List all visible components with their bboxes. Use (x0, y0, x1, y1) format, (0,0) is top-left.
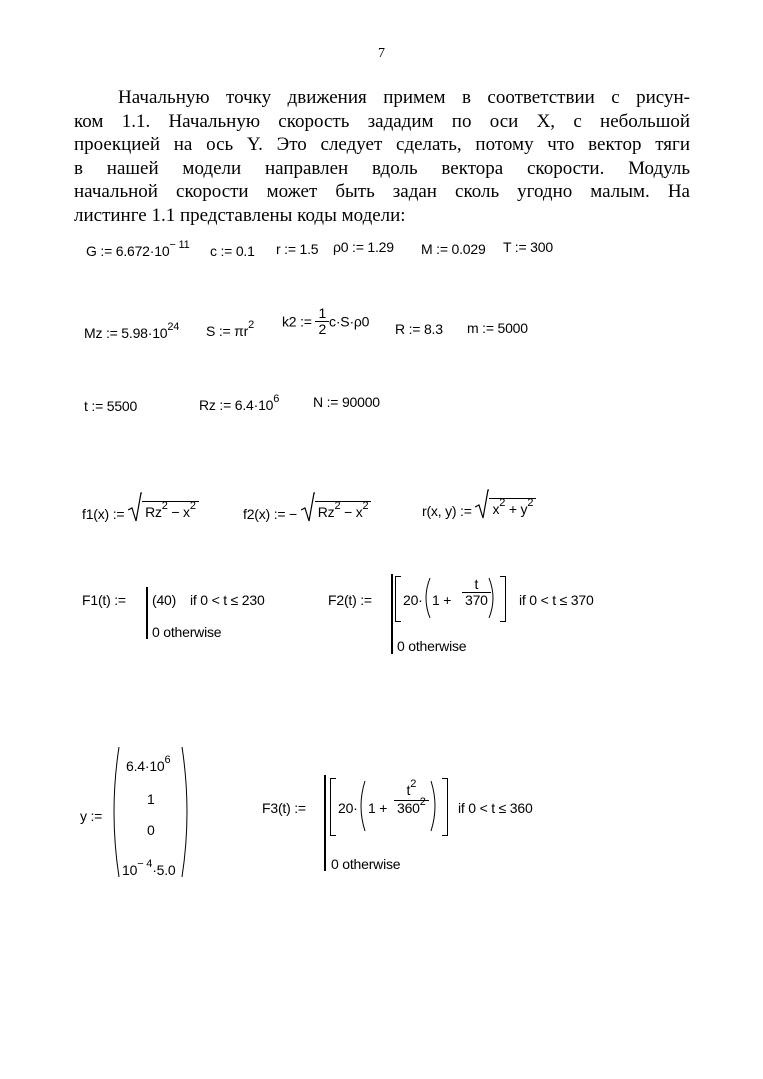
f2-definition (243, 492, 371, 522)
f1-otherwise: 0 otherwise (152, 624, 222, 640)
earth-mass-constant (84, 321, 180, 343)
f3-thrust-lhs: F3(t) := (262, 800, 306, 816)
exponent: 2 (410, 778, 417, 790)
f2-condition: if 0 < t ≤ 370 (519, 592, 594, 608)
gas-constant: R := 8.3 (395, 321, 443, 337)
r-constant: r := 1.5 (276, 241, 319, 257)
f3-coefficient: 20· (338, 800, 358, 816)
area-definition (206, 319, 255, 341)
molar-mass-constant: M := 0.029 (421, 241, 486, 257)
time-constant: t := 5500 (84, 398, 138, 414)
exponent: 2 (334, 500, 341, 512)
k2-definition (282, 306, 369, 337)
f2-fraction (462, 577, 491, 608)
f2-denominator: 370 (465, 592, 488, 608)
paragraph-line: листинге 1.1 представлены коды модели: (74, 204, 406, 226)
f1-thrust-condition: if 0 < t ≤ 230 (190, 592, 265, 608)
piecewise-bar (146, 587, 148, 639)
f1-lhs: f1(x) := (82, 506, 125, 522)
f2-lhs: f2(x) := − (243, 506, 298, 522)
r-function-definition (422, 489, 536, 519)
left-paren-icon (421, 577, 431, 619)
y-element-3: 0 (147, 822, 155, 838)
k2-numerator: 1 (315, 306, 329, 322)
body-paragraph (74, 86, 690, 228)
f2-numerator: t (462, 577, 491, 593)
x-term: − x (167, 504, 190, 520)
rz-term: Rz (317, 504, 335, 520)
f3-fraction (394, 778, 429, 818)
mz-base: Mz := 5.98·10 (84, 325, 168, 341)
y-vector-lhs: y := (80, 808, 103, 824)
right-paren-icon (181, 746, 193, 878)
f1-thrust-lhs: F1(t) := (82, 592, 126, 608)
x-term: x (492, 501, 500, 517)
f2-one-plus: 1 + (432, 592, 452, 608)
f3-t: t (406, 782, 411, 798)
left-paren-icon (108, 746, 120, 878)
f3-one-plus: 1 + (368, 800, 388, 816)
exponent: 2 (499, 497, 506, 509)
g-constant (86, 239, 190, 261)
paragraph-line: проекцией на ось Y. Это следует сделать, потому что вектор тяги (74, 134, 690, 156)
f2-radicand (315, 501, 372, 522)
f3-denominator (394, 796, 429, 818)
f3-360: 360 (397, 800, 420, 816)
s-base: S := πr (206, 323, 249, 339)
exponent: 2 (189, 500, 196, 512)
left-paren-icon (356, 780, 366, 832)
temperature-constant: T := 300 (503, 239, 553, 255)
steps-constant: N := 90000 (313, 394, 380, 410)
paragraph-line: начальной скорости может быть задан сколь угодно малым. На (74, 181, 690, 203)
y-term: + y (505, 501, 528, 517)
piecewise-bar (324, 775, 326, 871)
f1-definition (82, 492, 199, 522)
y4-exponent: − 4 (137, 858, 153, 870)
g-exponent: − 11 (169, 239, 190, 251)
f2-thrust-lhs: F2(t) := (328, 592, 372, 608)
mass-constant: m := 5000 (467, 320, 528, 336)
earth-radius-constant (199, 393, 280, 415)
sqrt-icon (301, 492, 372, 522)
right-paren-icon (488, 577, 498, 619)
rz-exponent: 6 (273, 393, 280, 405)
r-lhs: r(x, y) := (422, 503, 472, 519)
s-exponent: 2 (248, 319, 255, 331)
right-paren-icon (430, 780, 440, 832)
c-constant: c := 0.1 (210, 243, 255, 259)
y1-exponent: 6 (164, 754, 171, 766)
g-base: G := 6.672·10 (86, 243, 170, 259)
k2-product: c·S·ρ0 (329, 313, 370, 330)
k2-denominator: 2 (318, 321, 327, 337)
sqrt-icon (128, 492, 199, 522)
f3-condition: if 0 < t ≤ 360 (458, 800, 533, 816)
y4-base: 10 (122, 862, 138, 878)
f2-otherwise: 0 otherwise (397, 638, 467, 654)
rz-term: Rz (145, 504, 162, 520)
exponent: 2 (419, 796, 426, 808)
y4-mantissa: ·5.0 (152, 862, 176, 878)
right-bracket (500, 576, 506, 622)
y-element-2: 1 (147, 791, 155, 807)
k2-fraction (315, 306, 329, 337)
mz-exponent: 24 (167, 321, 180, 333)
exponent: 2 (161, 500, 168, 512)
piecewise-bar (391, 574, 393, 654)
r-radicand (489, 498, 536, 519)
left-bracket (330, 778, 336, 836)
exponent: 2 (362, 500, 369, 512)
y-element-4 (122, 858, 176, 880)
right-bracket (442, 778, 448, 836)
f1-thrust-value: (40) (152, 592, 177, 608)
f3-otherwise: 0 otherwise (331, 856, 401, 872)
y1-base: 6.4·10 (126, 758, 165, 774)
sqrt-icon (475, 489, 536, 519)
exponent: 2 (527, 497, 534, 509)
paragraph-line: ком 1.1. Начальную скорость зададим по оси X, с небольшой (74, 110, 690, 132)
y-element-1 (126, 754, 171, 776)
page-number: 7 (378, 46, 385, 61)
left-bracket (395, 576, 401, 622)
rho0-constant: ρ0 := 1.29 (333, 239, 394, 255)
k2-lhs: k2 := (282, 313, 312, 330)
paragraph-line: в нашей модели направлен вдоль вектора скорости. Модуль (74, 157, 690, 179)
f1-radicand (142, 501, 199, 522)
paragraph-line: Начальную точку движения примем в соответствии с рисун- (118, 87, 690, 108)
x-term: − x (340, 504, 363, 520)
f2-coefficient: 20· (403, 592, 423, 608)
rz-base: Rz := 6.4·10 (199, 397, 274, 413)
